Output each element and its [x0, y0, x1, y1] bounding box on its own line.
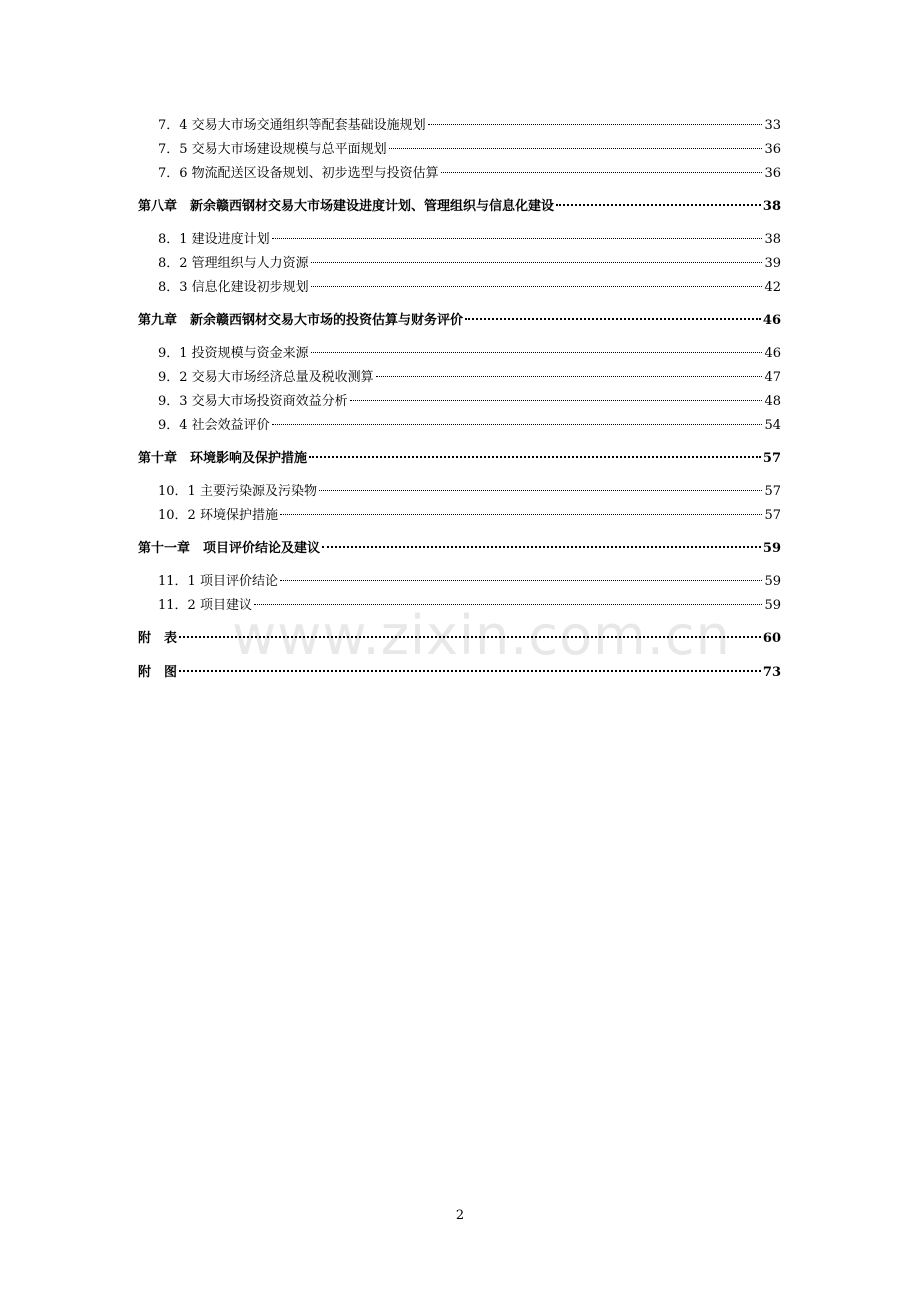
toc-chapter-title: 附 图: [138, 665, 178, 680]
toc-entry[interactable]: [138, 390, 781, 414]
toc-entry-title: 10．1 主要污染源及污染物: [158, 484, 317, 499]
toc-leader-dots: [376, 376, 763, 377]
toc-chapter[interactable]: [138, 536, 781, 562]
toc-entry-title: 11．1 项目评价结论: [158, 574, 278, 589]
toc-chapter-title: 第十章 环境影响及保护措施: [138, 451, 308, 466]
toc-entry-page: 46: [764, 346, 781, 361]
toc-entry[interactable]: [138, 228, 781, 252]
toc-leader-dots: [311, 262, 763, 263]
toc-chapter-title: 第九章 新余赣西钢材交易大市场的投资估算与财务评价: [138, 313, 464, 328]
toc-chapter-title: 第十一章 项目评价结论及建议: [138, 541, 321, 556]
toc-chapter-page: 57: [762, 451, 781, 466]
toc-leader-dots: [280, 580, 763, 581]
toc-leader-dots: [179, 670, 761, 672]
toc-entry-page: 36: [764, 142, 781, 157]
toc-leader-dots: [441, 172, 763, 173]
toc-entry-page: 57: [764, 484, 781, 499]
toc-leader-dots: [389, 148, 763, 149]
toc-entry-title: 7．4 交易大市场交通组织等配套基础设施规划: [158, 118, 426, 133]
toc-entry[interactable]: [138, 480, 781, 504]
toc-entry-title: 9．3 交易大市场投资商效益分析: [158, 394, 348, 409]
toc-chapter-page: 38: [762, 199, 781, 214]
toc-entry-title: 8．2 管理组织与人力资源: [158, 256, 309, 271]
toc-entry[interactable]: [138, 276, 781, 300]
toc-entry[interactable]: [138, 252, 781, 276]
toc-chapter-page: 46: [762, 313, 781, 328]
toc-chapter[interactable]: [138, 308, 781, 334]
toc-entry-page: 57: [764, 508, 781, 523]
toc-entry-title: 7．6 物流配送区设备规划、初步选型与投资估算: [158, 166, 439, 181]
toc-chapter-title: 第八章 新余赣西钢材交易大市场建设进度计划、管理组织与信息化建设: [138, 199, 555, 214]
toc-leader-dots: [350, 400, 763, 401]
toc-entry-title: 7．5 交易大市场建设规模与总平面规划: [158, 142, 387, 157]
toc-chapter[interactable]: [138, 446, 781, 472]
toc-entry-page: 59: [764, 598, 781, 613]
toc-leader-dots: [311, 352, 763, 353]
toc-entry-page: 54: [764, 418, 781, 433]
toc-leader-dots: [311, 286, 763, 287]
page-number: 2: [455, 1208, 465, 1223]
toc-leader-dots: [319, 490, 763, 491]
toc-entry-title: 8．3 信息化建设初步规划: [158, 280, 309, 295]
toc-entry[interactable]: [138, 162, 781, 186]
toc-entry[interactable]: [138, 414, 781, 438]
toc-entry[interactable]: [138, 366, 781, 390]
toc-entry-title: 11．2 项目建议: [158, 598, 252, 613]
toc-leader-dots: [272, 238, 763, 239]
toc-entry-title: 9．4 社会效益评价: [158, 418, 270, 433]
toc-entry-title: 10．2 环境保护措施: [158, 508, 278, 523]
toc-entry[interactable]: [138, 138, 781, 162]
toc-entry-title: 8．1 建设进度计划: [158, 232, 270, 247]
toc-chapter-title: 附 表: [138, 631, 178, 646]
watermark: www.zixin.com.cn: [232, 604, 731, 667]
toc-entry[interactable]: [138, 114, 781, 138]
toc-entry-page: 42: [764, 280, 781, 295]
toc-leader-dots: [428, 124, 763, 125]
toc-entry[interactable]: [138, 342, 781, 366]
toc-leader-dots: [322, 546, 761, 548]
toc-entry-page: 47: [764, 370, 781, 385]
toc-leader-dots: [309, 456, 761, 458]
toc-leader-dots: [465, 318, 761, 320]
toc-entry[interactable]: [138, 570, 781, 594]
toc-chapter-page: 60: [762, 631, 781, 646]
toc-leader-dots: [556, 204, 761, 206]
toc-chapter-page: 59: [762, 541, 781, 556]
toc-entry-page: 33: [764, 118, 781, 133]
toc-entry-page: 48: [764, 394, 781, 409]
toc-entry-page: 38: [764, 232, 781, 247]
toc-entry-page: 59: [764, 574, 781, 589]
toc-chapter-page: 73: [762, 665, 781, 680]
toc-chapter[interactable]: [138, 194, 781, 220]
toc-entry-page: 39: [764, 256, 781, 271]
toc-leader-dots: [272, 424, 763, 425]
toc-leader-dots: [280, 514, 763, 515]
toc-entry-title: 9．2 交易大市场经济总量及税收测算: [158, 370, 374, 385]
toc-entry-title: 9．1 投资规模与资金来源: [158, 346, 309, 361]
toc-entry[interactable]: [138, 504, 781, 528]
toc-entry-page: 36: [764, 166, 781, 181]
